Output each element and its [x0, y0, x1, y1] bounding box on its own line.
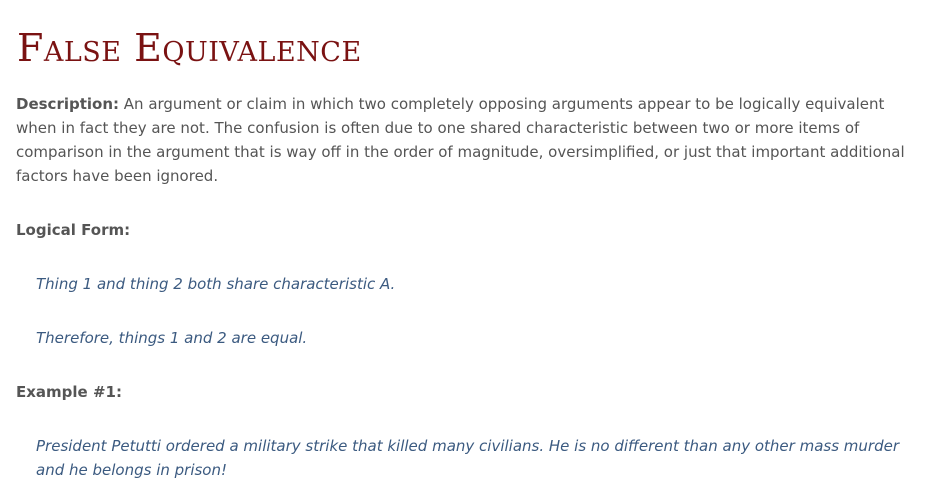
logical-form-line-2: Therefore, things 1 and 2 are equal. [36, 329, 308, 347]
example-1-label: Example #1: [16, 383, 122, 401]
description-text: An argument or claim in which two completely opposing arguments appear to be logically equivalent when in fact they are not. The confusion is often due to one shared characteristic between two or more items of comparison in the argument that is way off in the order of magnitude, oversimplified, or just that important additional factors have been ignored. [16, 95, 905, 185]
description-paragraph [16, 92, 926, 188]
logical-form-line-1: Thing 1 and thing 2 both share characteristic A. [36, 275, 396, 293]
description-label: Description: [16, 95, 120, 113]
page-title: False Equivalence [17, 26, 362, 70]
logical-form-label: Logical Form: [16, 221, 131, 239]
example-1-text: President Petutti ordered a military strike that killed many civilians. He is no different than any other mass murder and he belongs in prison! [36, 437, 899, 479]
